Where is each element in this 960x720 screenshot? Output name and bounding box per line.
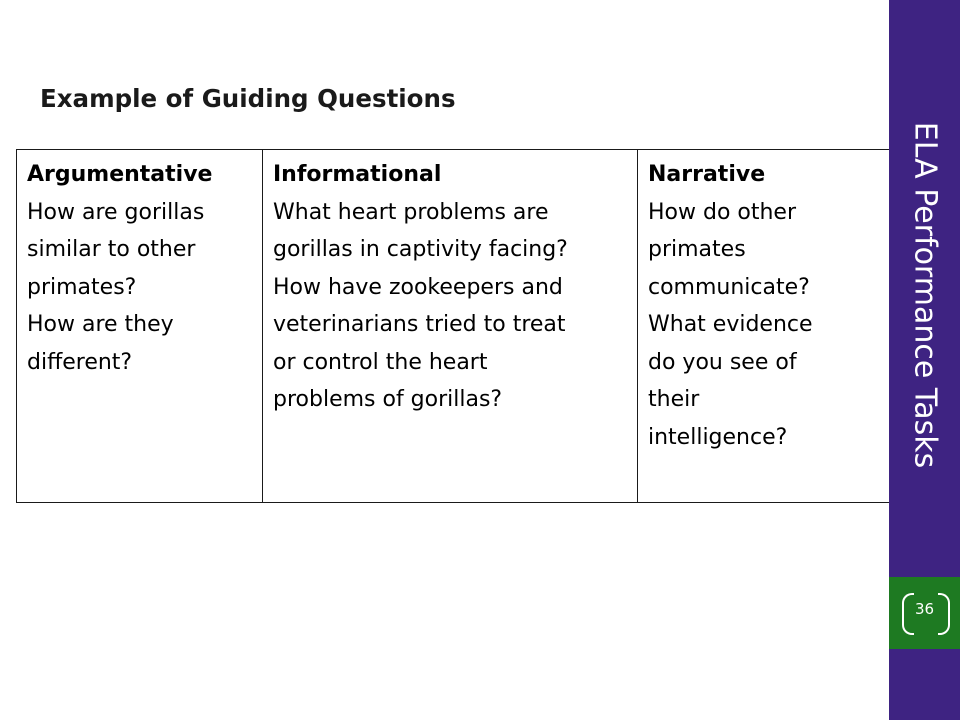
right-bracket-icon [938, 593, 950, 635]
column-heading: Narrative [648, 162, 766, 187]
question-line: What evidence [648, 312, 813, 337]
column-heading: Argumentative [27, 162, 213, 187]
question-line: How have zookeepers and [273, 274, 563, 300]
question-line: primates [648, 237, 746, 262]
question-line: How are gorillas [27, 199, 205, 225]
question-line: communicate? [648, 274, 810, 300]
question-line: veterinarians tried to treat [273, 312, 566, 337]
page-number-box [889, 577, 960, 649]
table-row [17, 150, 890, 503]
page-number: 36 [914, 600, 935, 618]
informational-cell [263, 150, 638, 503]
question-line: primates? [27, 274, 137, 300]
question-line: problems of gorillas? [273, 387, 503, 412]
question-line: How are they [27, 312, 174, 337]
narrative-cell [638, 150, 890, 503]
sidebar-title: ELA Performance Tasks [907, 121, 943, 469]
question-line: their [648, 387, 700, 412]
question-line: gorillas in captivity facing? [273, 237, 568, 262]
guiding-questions-table [16, 149, 890, 503]
question-line: What heart problems are [273, 199, 549, 225]
argumentative-cell [17, 150, 263, 503]
question-line: do you see of [648, 349, 797, 375]
question-line: different? [27, 349, 133, 375]
question-line: How do other [648, 199, 797, 225]
sidebar-title-area [889, 0, 960, 560]
question-line: intelligence? [648, 424, 788, 450]
question-line: or control the heart [273, 349, 488, 375]
column-heading: Informational [273, 162, 442, 187]
question-line: similar to other [27, 237, 196, 262]
slide-title: Example of Guiding Questions [40, 84, 456, 113]
